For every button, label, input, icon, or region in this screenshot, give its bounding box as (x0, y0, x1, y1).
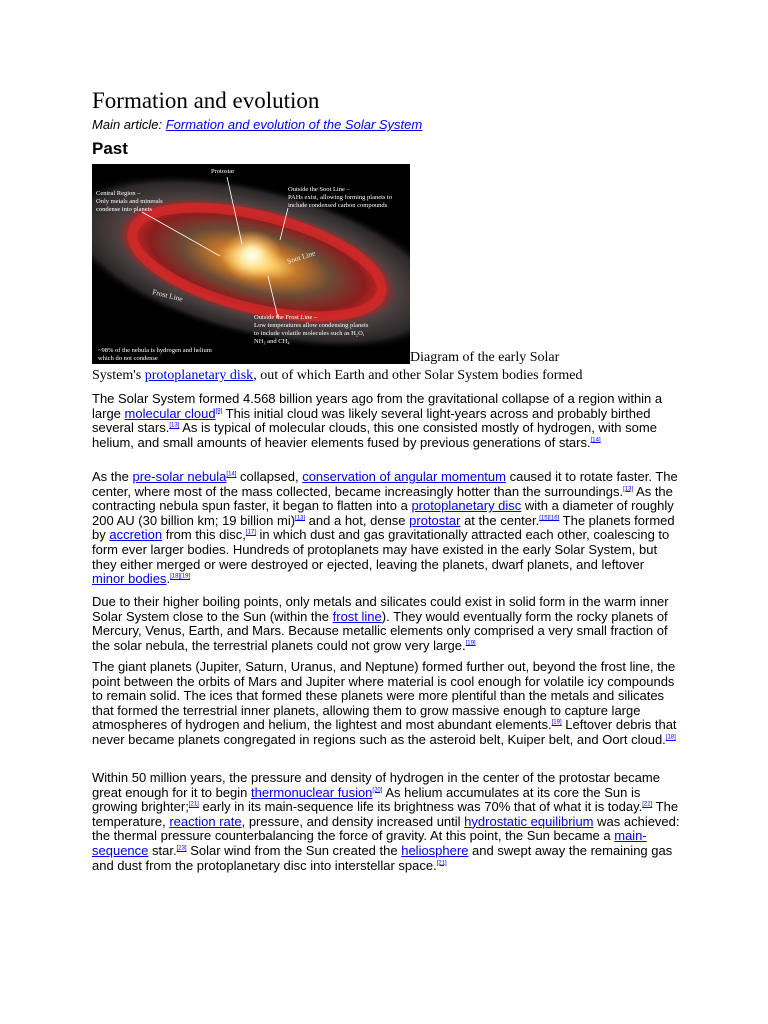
paragraph-3: Due to their higher boiling points, only metals and silicates could exist in solid form in the warm inner Solar System close to the Sun (within the frost line). They would eventually form the rocky planets of Mercury, Venus, Earth, and Mars. Because metallic elements only comprised a very small fraction of the solar nebula, the terrestrial planets could not grow very large.[19] (92, 594, 669, 653)
link-pre-solar-nebula[interactable]: pre-solar nebula (132, 469, 227, 484)
link-thermonuclear-fusion[interactable]: thermonuclear fusion (251, 784, 373, 800)
citation[interactable]: [17] (245, 530, 256, 537)
soot-line-desc-2: include condensed carbon compounds (288, 202, 388, 209)
section-title: Formation and evolution (92, 88, 320, 113)
link-accretion[interactable]: accretion (109, 527, 163, 543)
link-minor-bodies[interactable]: minor bodies (92, 571, 167, 587)
citation[interactable]: [20] (372, 787, 383, 794)
link-reaction-rate[interactable]: reaction rate (169, 813, 242, 829)
citation[interactable]: [19] (465, 640, 476, 647)
link-frost-line[interactable]: frost line (332, 608, 382, 624)
citation[interactable]: [15][16] (539, 515, 560, 522)
figure-caption-line-2: System's protoplanetary disk, out of which Earth and other Solar System bodies formed (92, 368, 583, 383)
soot-line-title: Outside the Soot Line – (288, 186, 350, 193)
link-heliosphere[interactable]: heliosphere (401, 842, 469, 858)
link-conservation-of-angular-momentum[interactable]: conservation of angular momentum (302, 469, 506, 484)
citation[interactable]: [21] (188, 801, 199, 808)
frost-line-title: Outside the Frost Line – (254, 314, 318, 321)
caption-link-protoplanetary-disk[interactable]: protoplanetary disk (144, 368, 254, 383)
main-article-link[interactable]: Formation and evolution of the Solar System (165, 117, 423, 132)
paragraph-4: The giant planets (Jupiter, Saturn, Uranus, and Neptune) formed further out, beyond the frost line, the point between the orbits of Mars and Jupiter where material is cool enough for volatile icy compounds to remain solid. The ices that formed these planets were more plentiful than the metals and silicates that formed the terrestrial inner planets, allowing them to grow massive enough to capture large atmospheres of hydrogen and helium, the lightest and most abundant elements.[19] Leftover debris that never became planets congregated in regions such as the asteroid belt, Kuiper belt, and Oort cloud.[18] (92, 659, 677, 747)
subsection-title: Past (92, 139, 128, 158)
citation[interactable]: [18] (665, 734, 676, 741)
frost-line-desc-3: NH₃ and CH₄ (254, 338, 290, 345)
paragraph-5: Within 50 million years, the pressure and density of hydrogen in the center of the protostar became great enough for it to begin thermonuclear fusion[20] As helium accumulates at its core the Sun is growing brighter;[21] early in its main-sequence life its brightness was 70% that of what it is today.[22] The temperature, reaction rate, pressure, and density increased until hydrostatic equilibrium was achieved: the thermal pressure counterbalancing the force of gravity. At this point, the Sun became a main-sequence star.[23] Solar wind from the Sun created the heliosphere and swept away the remaining gas and dust from the protoplanetary disc into interstellar space.[21] (92, 770, 680, 873)
citation[interactable]: [14] (590, 437, 601, 444)
citation[interactable]: [14] (226, 471, 237, 478)
citation[interactable]: [21] (436, 860, 447, 867)
link-protoplanetary-disc[interactable]: protoplanetary disc (411, 498, 522, 514)
soot-line-label: Soot Line (285, 248, 317, 266)
figure-caption-line-1: Diagram of the early Solar (410, 350, 560, 365)
main-article-note: Main article: Formation and evolution of the Solar System (92, 117, 423, 132)
paragraph-1: The Solar System formed 4.568 billion years ago from the gravitational collapse of a region within a large molecular cloud[9] This initial cloud was likely several light-years across and probably birthed several stars.[13] As is typical of molecular clouds, this one consisted mostly of hydrogen, with some helium, and small amounts of heavier elements fused by previous generations of stars.[14] (92, 391, 663, 450)
citation[interactable]: [13] (169, 422, 180, 429)
frost-line-label: Frost Line (151, 287, 184, 304)
central-region-desc-2: condense into planets (96, 206, 152, 213)
link-protostar[interactable]: protostar (409, 512, 461, 528)
citation[interactable]: [13] (623, 486, 634, 493)
protoplanetary-disk-diagram[interactable] (92, 164, 410, 364)
citation[interactable]: [22] (642, 801, 653, 808)
soot-line-desc-1: PAHs exist, allowing forming planets to (288, 194, 393, 201)
citation[interactable]: [9] (215, 408, 223, 415)
frost-line-desc-1: Low temperatures allow condensing planets (254, 322, 369, 329)
link-main-sequence[interactable]: main-sequence (92, 828, 647, 858)
citation[interactable]: [13] (295, 515, 306, 522)
paragraph-2: As the pre-solar nebula[14] collapsed, conservation of angular momentum caused it to rotate faster. The center, where most of the mass collected, became increasingly hotter than the surroundings.[13] As the contracting nebula spun faster, it began to flatten into a protoplanetary disc with a diameter of roughly 200 AU (30 billion km; 19 billion mi)[13] and a hot, dense protostar at the center.[15][16] The planets formed by accretion from this disc,[17] in which dust and gas gravitationally attracted each other, coalescing to form ever larger bodies. Hundreds of protoplanets may have existed in the early Solar System, but they either merged or were destroyed or ejected, leaving the planets, dwarf planets, and leftover minor bodies.[18][19] (92, 469, 678, 587)
link-hydrostatic-equilibrium[interactable]: hydrostatic equilibrium (464, 813, 594, 829)
nebula-note-2: which do not condense (98, 355, 158, 362)
frost-line-desc-2: to include volatile molecules such as H₂O, (254, 330, 365, 337)
central-region-desc-1: Only metals and minerals (96, 198, 163, 205)
citation[interactable]: [18][19] (170, 573, 191, 580)
protostar-label: Protostar (211, 168, 235, 175)
citation[interactable]: [19] (551, 720, 562, 727)
nebula-note-1: ~98% of the nebula is hydrogen and helium (98, 347, 212, 354)
citation[interactable]: [23] (176, 845, 187, 852)
central-region-title: Central Region – (96, 190, 141, 197)
link-molecular-cloud[interactable]: molecular cloud (124, 405, 216, 421)
